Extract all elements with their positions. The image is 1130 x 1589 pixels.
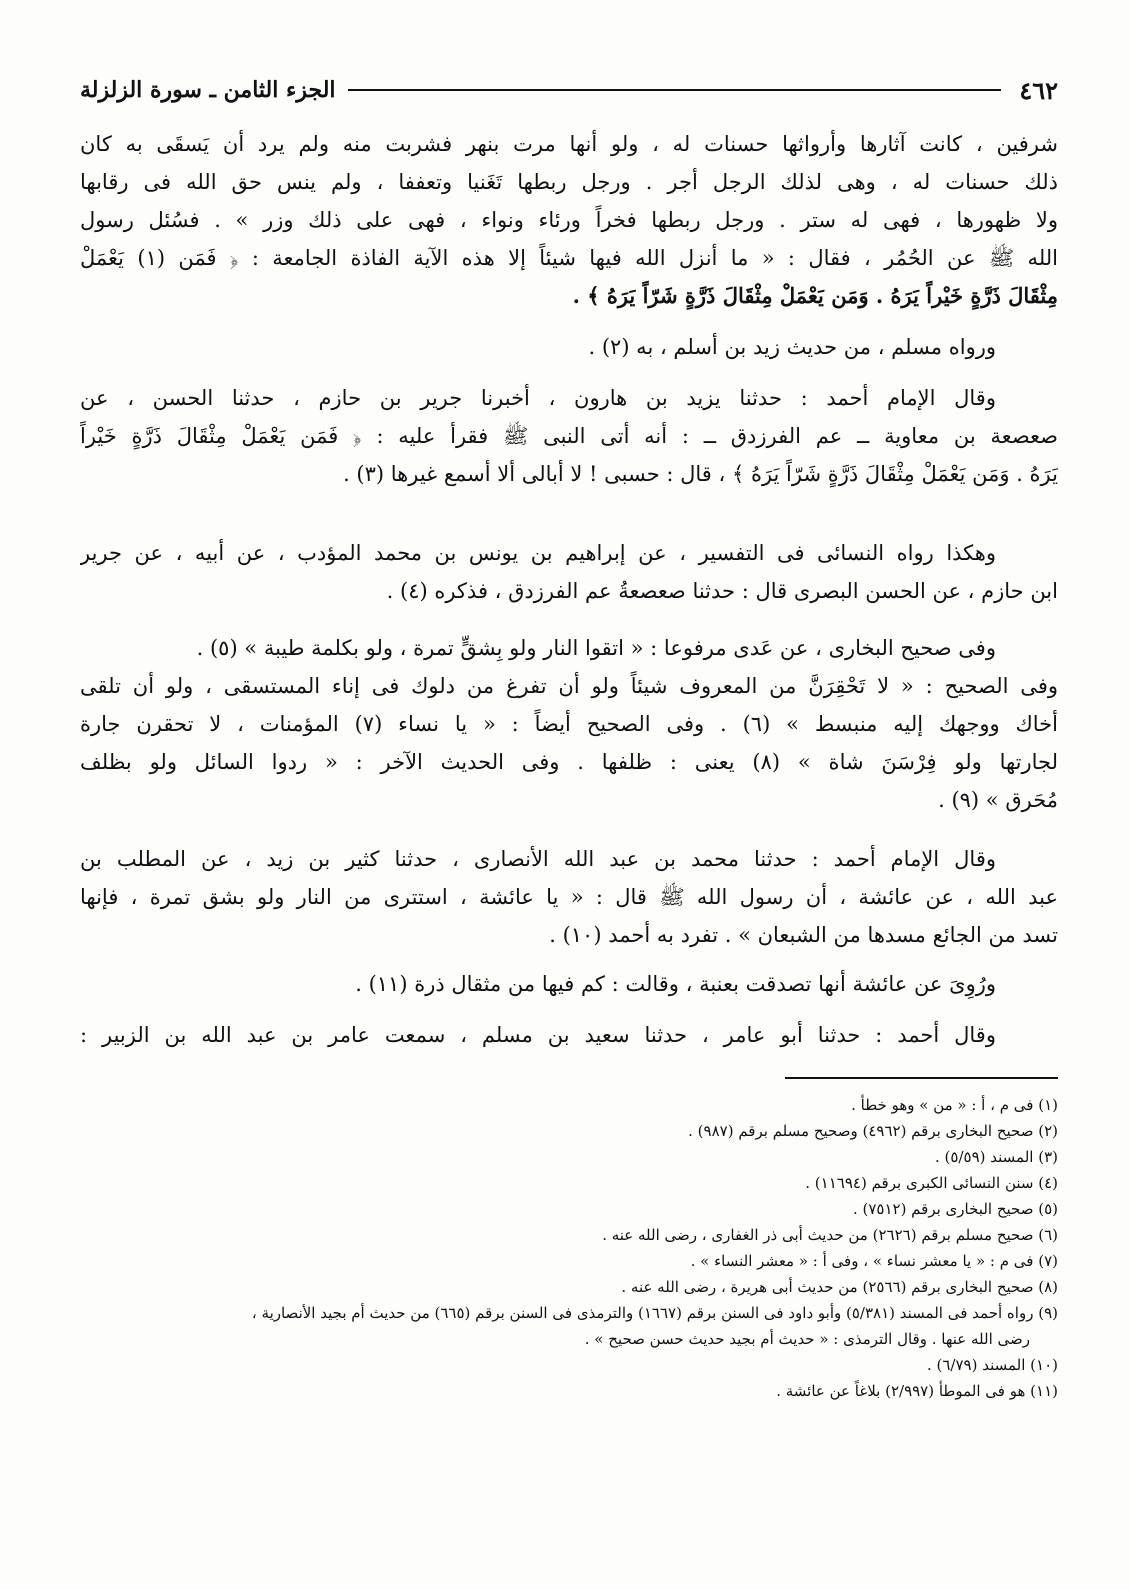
body-line: ورُوِىَ عن عائشة أنها تصدقت بعنبة ، وقالت : كم فيها من مثقال ذرة (١١) .: [355, 972, 996, 996]
body-line: يَرَهُ . وَمَن يَعْمَلْ مِثْقَالَ ذَرَّةٍ شَرّاً يَرَهُ ﴾ ، قال : حسبى ! لا أبالى ألا أسمع غيرها (٣) .: [343, 462, 1058, 486]
body-line: ابن حازم ، عن الحسن البصرى قال : حدثنا صعصعةُ عم الفرزدق ، فذكره (٤) .: [386, 579, 1058, 603]
body-line: ورواه مسلم ، من حديث زيد بن أسلم ، به (٢) .: [588, 335, 996, 359]
footnote: رضى الله عنها . وقال الترمذى : « حديث أم بجيد حديث حسن صحيح » .: [584, 1330, 1030, 1348]
footnote: (٥) صحيح البخارى برقم (٧٥١٢) .: [852, 1200, 1058, 1218]
footnote: (٤) سنن النسائى الكبرى برقم (١١٦٩٤) .: [805, 1174, 1058, 1192]
footnote-rule: [785, 1077, 1058, 1079]
body-line: ولا ظهورها ، فهى له ستر . ورجل ربطها فخراً ورئاء ونواء ، فهى على ذلك وزر » . فسُئل رسول: [80, 208, 1058, 232]
body-line: الله ﷺ عن الحُمُر ، فقال : « ما أنزل الله فيها شيئاً إلا هذه الآية الفاذة الجامعة : ﴿ فَمَن (١) يَعْمَلْ: [80, 246, 1058, 270]
footnote: (٣) المسند (٥/٥٩) .: [935, 1148, 1058, 1166]
body-line: وقال الإمام أحمد : حدثنا يزيد بن هارون ، أخبرنا جرير بن حازم ، حدثنا الحسن ، عن: [80, 386, 996, 410]
footnote: (١٠) المسند (٦/٧٩) .: [926, 1356, 1058, 1374]
footnote: (١١) هو فى الموطأ (٢/٩٩٧) بلاغاً عن عائشة .: [776, 1382, 1058, 1400]
body-line: مُحَرق » (٩) .: [938, 788, 1058, 812]
body-line: وهكذا رواه النسائى فى التفسير ، عن إبراهيم بن يونس بن محمد المؤدب ، عن أبيه ، عن جرير: [80, 541, 996, 565]
body-line: أخاك ووجهك إليه منبسط » (٦) . وفى الصحيح أيضاً : « يا نساء (٧) المؤمنات ، لا تحقرن جارة: [80, 712, 1058, 736]
body-line: وفى صحيح البخارى ، عن عَدى مرفوعا : « اتقوا النار ولو بِشقٍّ تمرة ، ولو بكلمة طيبة » (٥) .: [196, 636, 996, 660]
body-line: ذلك حسنات له ، وهى لذلك الرجل أجر . ورجل ربطها تَغَنيا وتعففا ، ولم ينس حق الله فى رقابها: [80, 170, 1058, 194]
body-line: لجارتها ولو فِرْسَنَ شاة » (٨) يعنى : ظلفها . وفى الحديث الآخر : « ردوا السائل ولو بظلف: [80, 750, 1058, 774]
body-line: صعصعة بن معاوية ــ عم الفرزدق ــ : أنه أتى النبى ﷺ فقرأ عليه : ﴿ فَمَن يَعْمَلْ مِثْقَالَ ذَرَّةٍ خَيْراً: [80, 424, 1058, 448]
footnote: (٦) صحيح مسلم برقم (٢٦٢٦) من حديث أبى ذر الغفارى ، رضى الله عنه .: [602, 1226, 1058, 1244]
footnote: (٨) صحيح البخارى برقم (٢٥٦٦) من حديث أبى هريرة ، رضى الله عنه .: [621, 1278, 1058, 1296]
footnote: (١) فى م ، أ : « من » وهو خطأ .: [851, 1096, 1058, 1114]
body-line: مِثْقَالَ ذَرَّةٍ خَيْراً يَرَهُ . وَمَن يَعْمَلْ مِثْقَالَ ذَرَّةٍ شَرّاً يَرَهُ ﴾ .: [572, 283, 1058, 308]
footnote: (٩) رواه أحمد فى المسند (٥/٣٨١) وأبو داود فى السنن برقم (١٦٦٧) والترمذى فى السنن برقم (٦٦٥) من حديث أم بجيد الأنصارية ،: [251, 1304, 1058, 1322]
footnote: (٢) صحيح البخارى برقم (٤٩٦٢) وصحيح مسلم برقم (٩٨٧) .: [688, 1122, 1058, 1140]
page-number: ٤٦٢: [1019, 75, 1058, 105]
body-line: وفى الصحيح : « لا تَحْقِرَنَّ من المعروف شيئاً ولو أن تفرغ من دلوك فى إناء المستسقى ، ولو أن تلقى: [80, 674, 1058, 698]
running-title: الجزء الثامن ـ سورة الزلزلة: [80, 77, 336, 103]
body-line: وقال أحمد : حدثنا أبو عامر ، حدثنا سعيد بن مسلم ، سمعت عامر بن عبد الله بن الزبير :: [80, 1023, 996, 1047]
body-line: عبد الله ، عن عائشة ، أن رسول الله ﷺ قال : « يا عائشة ، استترى من النار ولو بشق تمرة ، فإنها: [80, 885, 1058, 909]
body-line: شرفين ، كانت آثارها وأرواثها حسنات له ، ولو أنها مرت بنهر فشربت منه ولم يرد أن يَسقَى به كان: [80, 132, 1058, 156]
body-line: وقال الإمام أحمد : حدثنا محمد بن عبد الله الأنصارى ، حدثنا كثير بن زيد ، عن المطلب بن: [80, 847, 996, 871]
body-line: تسد من الجائع مسدها من الشبعان » . تفرد به أحمد (١٠) .: [549, 923, 1058, 947]
footnote: (٧) فى م : « يا معشر نساء » ، وفى أ : « معشر النساء » .: [690, 1252, 1058, 1270]
